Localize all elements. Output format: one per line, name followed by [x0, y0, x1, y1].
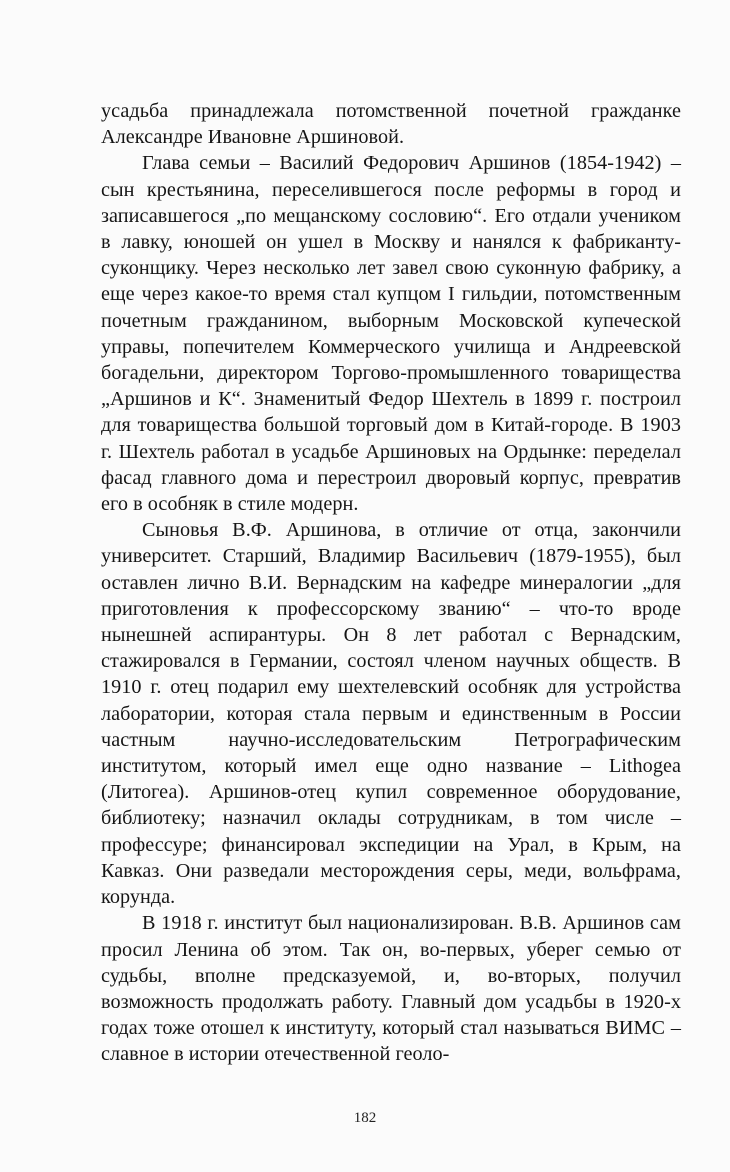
paragraph-3: Сыновья В.Ф. Аршинова, в отличие от отца, закончили университет. Старший, Владимир Васильевич (1879-1955), был оставлен лично В.И. Вернадским на кафедре минералогии „для приготовления к профессорскому званию“ – что-то вроде нынешней аспирантуры. Он 8 лет работал с Вернадским, стажировался в Германии, состоял членом научных обществ. В 1910 г. отец подарил ему шехтелевский особняк для устройства лаборатории, которая стала первым и единственным в России частным научно-исследовательским Петрографическим институтом, который имел еще одно название – Lithogea (Литогеа). Аршинов-отец купил современное оборудование, библиотеку; назначил оклады сотрудникам, в том числе – профессуре; финансировал экспедиции на Урал, в Крым, на Кавказ. Они разведали месторождения серы, меди, вольфрама, корунда. — [101, 519, 681, 909]
paragraph-1: усадьба принадлежала потомственной почетной гражданке Александре Ивановне Аршиновой. — [101, 100, 681, 149]
page-number: 182 — [353, 1110, 377, 1126]
paragraph-4: В 1918 г. институт был национализирован. В.В. Аршинов сам просил Ленина об этом. Так он, во-первых, уберег семью от судьбы, вполне предсказуемой, и, во-вторых, получил возможность продолжать работу. Главный дом усадьбы в 1920-х годах тоже отошел к институту, который стал называться ВИМС – славное в истории отечественной геоло- — [101, 912, 681, 1066]
body-text — [101, 98, 681, 1068]
paragraph-2: Глава семьи – Василий Федорович Аршинов (1854-1942) – сын крестьянина, переселившегося после реформы в город и записавшегося „по мещанскому сословию“. Его отдали учеником в лавку, юношей он ушел в Москву и нанялся к фабриканту-суконщику. Через несколько лет завел свою суконную фабрику, а еще через какое-то время стал купцом I гильдии, потомственным почетным гражданином, выборным Московской купеческой управы, попечителем Коммерческого училища и Андреевской богадельни, директором Торгово-промышленного товарищества „Аршинов и К“. Знаменитый Федор Шехтель в 1899 г. построил для товарищества большой торговый дом в Китай-городе. В 1903 г. Шехтель работал в усадьбе Аршиновых на Ордынке: переделал фасад главного дома и перестроил дворовый корпус, превратив его в особняк в стиле модерн. — [101, 152, 681, 516]
